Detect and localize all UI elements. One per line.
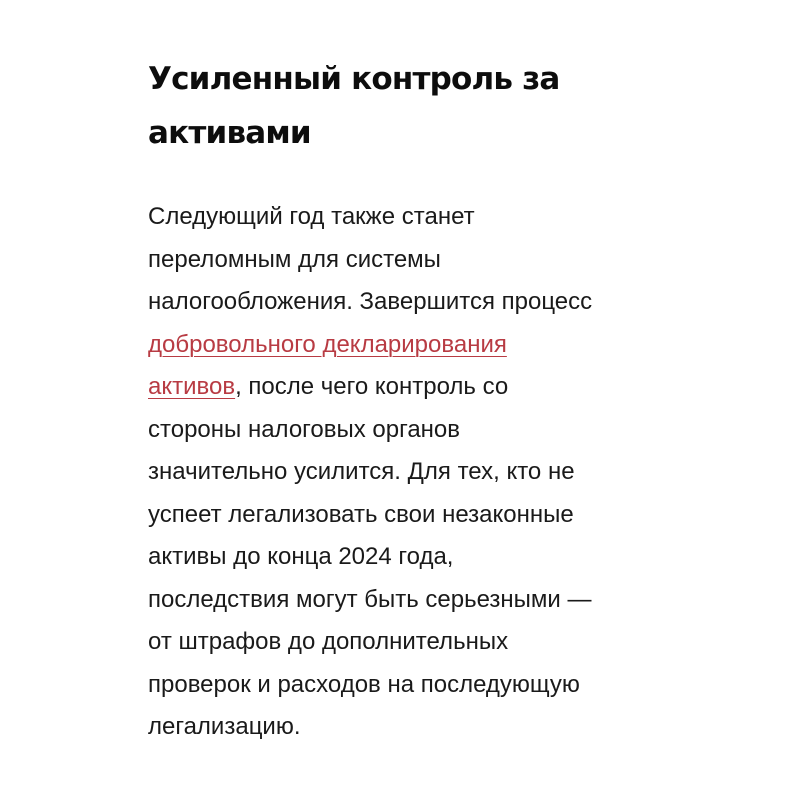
body-paragraph bbox=[148, 196, 708, 749]
body-line: значительно усилится. Для тех, кто не bbox=[148, 458, 575, 485]
heading-line-1: Усиленный контроль за bbox=[148, 61, 560, 97]
body-line: , после чего контроль со bbox=[235, 373, 509, 400]
link-text-line-2: активов bbox=[148, 373, 236, 400]
heading-line-2: активами bbox=[148, 115, 311, 151]
body-line: налогообложения. Завершится процесс bbox=[148, 288, 593, 315]
article-section bbox=[148, 52, 708, 749]
body-line: проверок и расходов на последующую bbox=[148, 670, 580, 698]
body-line: легализацию. bbox=[148, 713, 301, 740]
section-heading bbox=[148, 52, 708, 160]
body-line: успеет легализовать свои незаконные bbox=[148, 500, 574, 528]
body-line: стороны налоговых органов bbox=[148, 415, 461, 443]
body-line: Следующий год также станет bbox=[148, 203, 475, 230]
body-line: от штрафов до дополнительных bbox=[148, 628, 509, 655]
link-text-line-1: добровольного декларирования bbox=[148, 330, 507, 358]
body-line: последствия могут быть серьезными — bbox=[148, 585, 592, 613]
body-line: переломным для системы bbox=[148, 245, 441, 273]
body-line: активы до конца 2024 года, bbox=[148, 543, 454, 570]
